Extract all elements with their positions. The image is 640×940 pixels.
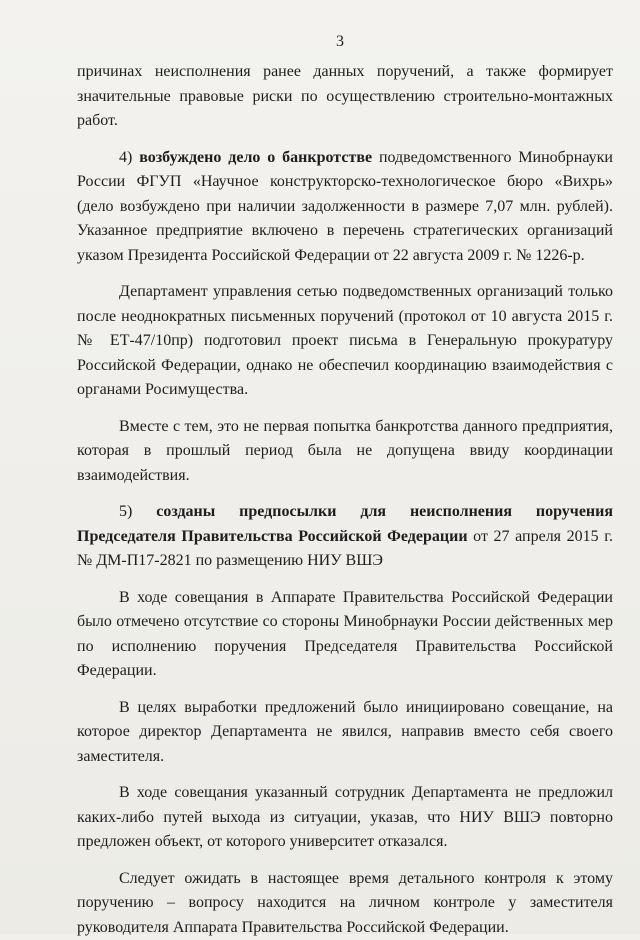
paragraph-proposals: В целях выработки предложений было инициировано совещание, на которое директор Департамента не явился, направив вместо себя своего заместителя. — [77, 696, 613, 770]
paragraph-meeting: В ходе совещания в Аппарате Правительства Российской Федерации было отмечено отсутствие со стороны Минобрнауки России действенных мер по исполнению поручения Председателя Правительства Российской Федерации. — [77, 586, 613, 684]
paragraph-department: Департамент управления сетью подведомственных организаций только после неоднократных письменных поручений (протокол от 10 августа 2015 г. № ЕТ-47/10пр) подготовил проект письма в Генеральную прокуратуру Российской Федерации, однако не обеспечил координацию взаимодействия с органами Росимущества. — [77, 280, 613, 403]
paragraph-bankruptcy-attempt: Вместе с тем, это не первая попытка банкротства данного предприятия, которая в прошлый период была не допущена ввиду координации взаимодействия. — [77, 415, 613, 489]
document-body — [77, 0, 613, 940]
paragraph-item-5: 5) созданы предпосылки для неисполнения поручения Председателя Правительства Российской Федерации от 27 апреля 2015 г. № ДМ-П17-2821 по размещению НИУ ВШЭ — [77, 500, 613, 574]
paragraph-item-4: 4) возбуждено дело о банкротстве подведомственного Минобрнауки России ФГУП «Научное конструкторско-технологическое бюро «Вихрь» (дело возбуждено при наличии задолженности в размере 7,07 млн. рублей). Указанное предприятие включено в перечень стратегических организаций указом Президента Российской Федерации от 22 августа 2009 г. № 1226-р. — [77, 146, 613, 269]
paragraph-employee: В ходе совещания указанный сотрудник Департамента не предложил каких-либо путей выхода из ситуации, указав, что НИУ ВШЭ повторно предложен объект, от которого университет отказался. — [77, 781, 613, 855]
page-number: 3 — [40, 33, 640, 51]
paragraph-control: Следует ожидать в настоящее время детального контроля к этому поручению – вопросу находится на личном контроле у заместителя руководителя Аппарата Правительства Российской Федерации. — [77, 867, 613, 940]
item-5-heading: созданы предпосылки для неисполнения поручения Председателя Правительства Российской Федерации — [77, 503, 613, 545]
item-4-heading: возбуждено дело о банкротстве — [139, 149, 372, 166]
paragraph-continuation: причинах неисполнения ранее данных поручений, а также формирует значительные правовые риски по осуществлению строительно-монтажных работ. — [77, 60, 613, 134]
